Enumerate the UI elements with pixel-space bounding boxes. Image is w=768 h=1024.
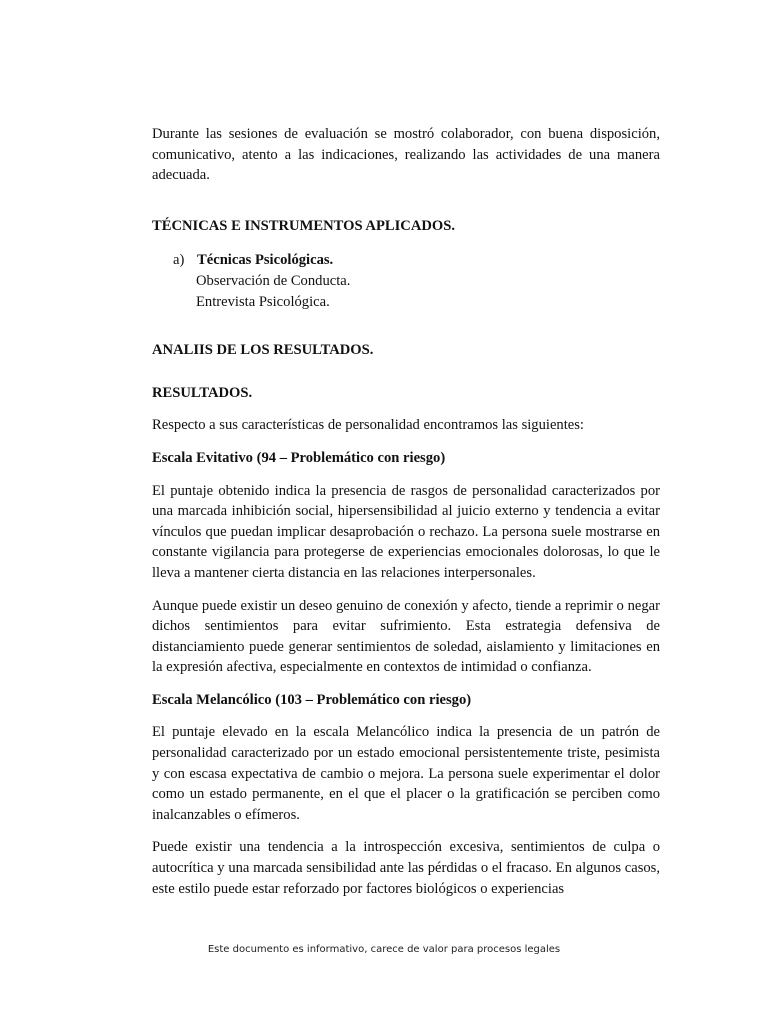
analysis-heading: ANALIIS DE LOS RESULTADOS.: [152, 342, 374, 359]
scale-paragraph: El puntaje elevado en la escala Melancólico indica la presencia de un patrón de personalidad caracterizado por un estado emocional persistentemente triste, pesimista y con escasa expectativa de cambio o mejora. La persona suele experimentar el dolor como un estado permanente, en el que el placer o la gratificación se perciben como inalcanzables o efímeros.: [152, 724, 660, 823]
results-heading: RESULTADOS.: [152, 384, 253, 401]
scale-title: Escala Evitativo (94 – Problemático con riesgo): [152, 449, 446, 466]
results-lead: Respecto a sus características de personalidad encontramos las siguientes:: [152, 417, 584, 434]
list-item: [173, 250, 660, 271]
list-marker: a): [173, 252, 185, 269]
scale-paragraph: El puntaje obtenido indica la presencia de rasgos de personalidad caracterizados por una marcada inhibición social, hipersensibilidad al juicio externo y tendencia a evitar vínculos que puedan implicar desaprobación o rechazo. La persona suele mostrarse en constante vigilancia para protegerse de experiencias emocionales dolorosas, lo que le lleva a mantener cierta distancia en las relaciones interpersonales.: [152, 482, 660, 581]
intro-paragraph: Durante las sesiones de evaluación se mostró colaborador, con buena disposición, comunicativo, atento a las indicaciones, realizando las actividades de una manera adecuada.: [152, 126, 660, 184]
scale-evitativo: [152, 448, 660, 678]
list-sub-item: Observación de Conducta.: [196, 272, 351, 289]
techniques-heading: TÉCNICAS E INSTRUMENTOS APLICADOS.: [152, 217, 456, 234]
list-sub-item: Entrevista Psicológica.: [196, 293, 330, 310]
scale-melancolico: [152, 690, 660, 899]
page-footer: Este documento es informativo, carece de valor para procesos legales: [207, 944, 561, 955]
techniques-list: [173, 250, 660, 312]
document-body: [152, 124, 660, 911]
list-item-title: Técnicas Psicológicas.: [197, 252, 334, 269]
scale-paragraph: Aunque puede existir un deseo genuino de conexión y afecto, tiende a reprimir o negar dichos sentimientos para evitar sufrimiento. Esta estrategia defensiva de distanciamiento puede generar sentimientos de soledad, aislamiento y limitaciones en la expresión afectiva, especialmente en contextos de intimidad o confianza.: [152, 597, 660, 676]
scale-title: Escala Melancólico (103 – Problemático con riesgo): [152, 691, 472, 708]
scale-paragraph: Puede existir una tendencia a la introspección excesiva, sentimientos de culpa o autocrítica y una marcada sensibilidad ante las pérdidas o el fracaso. En algunos casos, este estilo puede estar reforzado por factores biológicos o experiencias: [152, 839, 660, 897]
